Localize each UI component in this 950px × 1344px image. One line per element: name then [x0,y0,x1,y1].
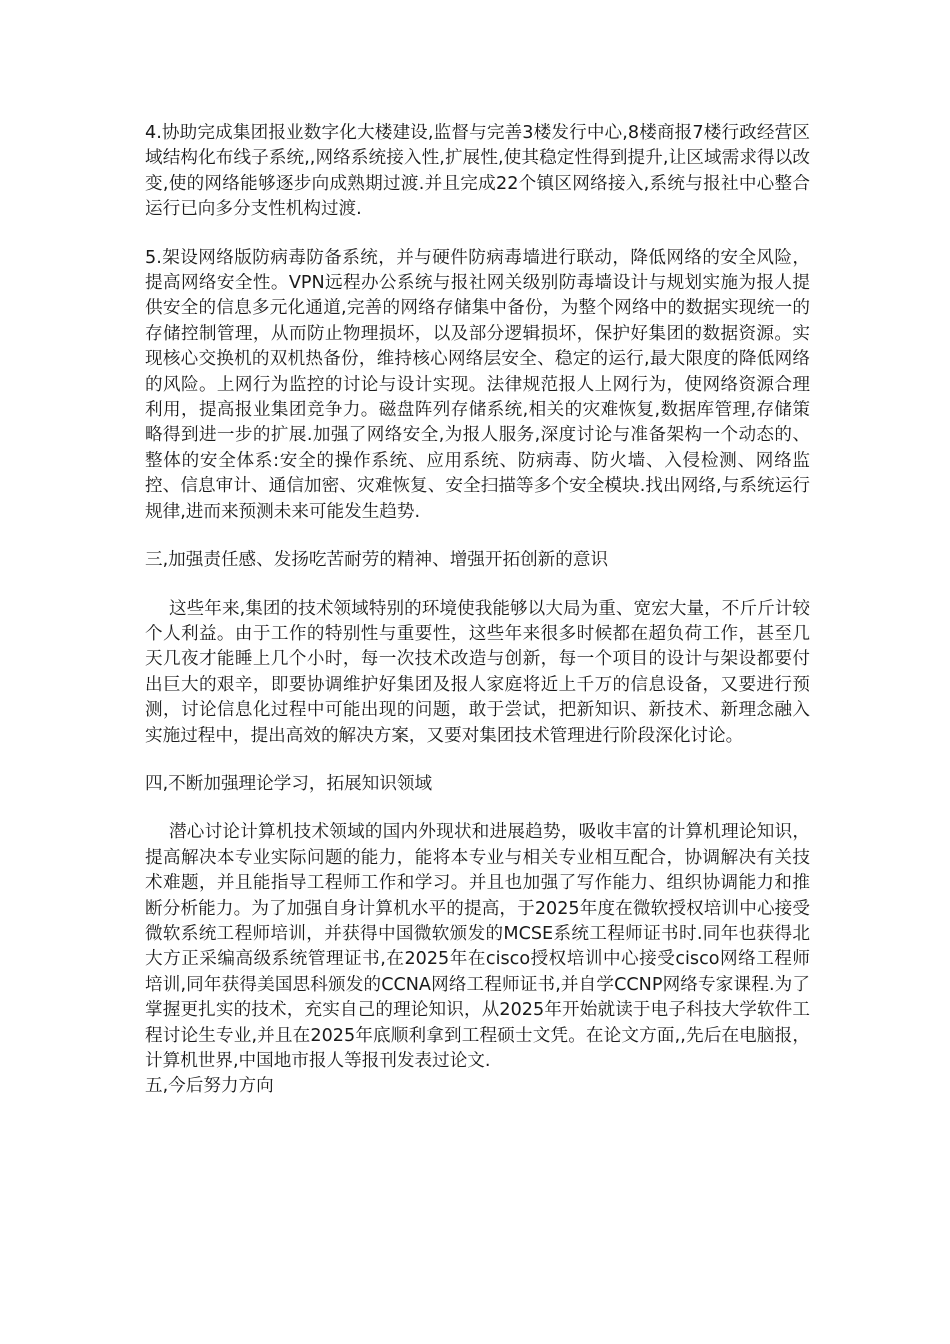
paragraph-item-5: 5.架设网络版防病毒防备系统，并与硬件防病毒墙进行联动，降低网络的安全风险，提高网络安全性。VPN远程办公系统与报社网关级别防毒墙设计与规划实施为报人提供安全的信息多元化通道,完善的网络存储集中备份，为整个网络中的数据实现统一的存储控制管理，从而防止物理损坏，以及部分逻辑损坏，保护好集团的数据资源。实现核心交换机的双机热备份，维持核心网络层安全、稳定的运行,最大限度的降低网络的风险。上网行为监控的讨论与设计实现。法律规范报人上网行为，使网络资源合理利用，提高报业集团竞争力。磁盘阵列存储系统,相关的灾难恢复,数据库管理,存储策略得到进一步的扩展.加强了网络安全,为报人服务,深度讨论与准备架构一个动态的、整体的安全体系:安全的操作系统、应用系统、防病毒、防火墙、入侵检测、网络监控、信息审计、通信加密、灾难恢复、安全扫描等多个安全模块.找出网络,与系统运行规律,进而来预测未来可能发生趋势. [145,247,810,522]
section-heading-5: 五,今后努力方向 [145,1076,274,1097]
section-heading-3: 三,加强责任感、发扬吃苦耐劳的精神、增强开拓创新的意识 [145,550,609,571]
document-page [145,121,810,1100]
paragraph-section-3-body: 这些年来,集团的技术领域特别的环境使我能够以大局为重、宽宏大量，不斤斤计较个人利益。由于工作的特别性与重要性，这些年来很多时候都在超负荷工作，甚至几天几夜才能睡上几个小时，每一次技术改造与创新，每一个项目的设计与架设都要付出巨大的艰辛，即要协调维护好集团及报人家庭将近上千万的信息设备，又要进行预测，讨论信息化过程中可能出现的问题，敢于尝试，把新知识、新技术、新理念融入实施过程中，提出高效的解决方案，又要对集团技术管理进行阶段深化讨论。 [145,598,810,746]
paragraph-item-4: 4.协助完成集团报业数字化大楼建设,监督与完善3楼发行中心,8楼商报7楼行政经营区域结构化布线子系统,,网络系统接入性,扩展性,使其稳定性得到提升,让区域需求得以改变,使的网络能够逐步向成熟期过渡.并且完成22个镇区网络接入,系统与报社中心整合运行已向多分支性机构过渡. [145,123,810,220]
section-heading-4: 四,不断加强理论学习，拓展知识领域 [145,773,433,794]
paragraph-section-4-body: 潜心讨论计算机技术领域的国内外现状和进展趋势，吸收丰富的计算机理论知识，提高解决本专业实际问题的能力，能将本专业与相关专业相互配合，协调解决有关技术难题，并且能指导工程师工作和学习。并且也加强了写作能力、组织协调能力和推断分析能力。为了加强自身计算机水平的提高，于2025年度在微软授权培训中心接受微软系统工程师培训，并获得中国微软颁发的MCSE系统工程师证书时.同年也获得北大方正采编高级系统管理证书,在2025年在cisco授权培训中心接受cisco网络工程师培训,同年获得美国思科颁发的CCNA网络工程师证书,并自学CCNP网络专家课程.为了掌握更扎实的技术，充实自己的理论知识，从2025年开始就读于电子科技大学软件工程讨论生专业,并且在2025年底顺利拿到工程硕士文凭。在论文方面,,先后在电脑报，计算机世界,中国地市报人等报刊发表过论文. [145,822,810,1071]
